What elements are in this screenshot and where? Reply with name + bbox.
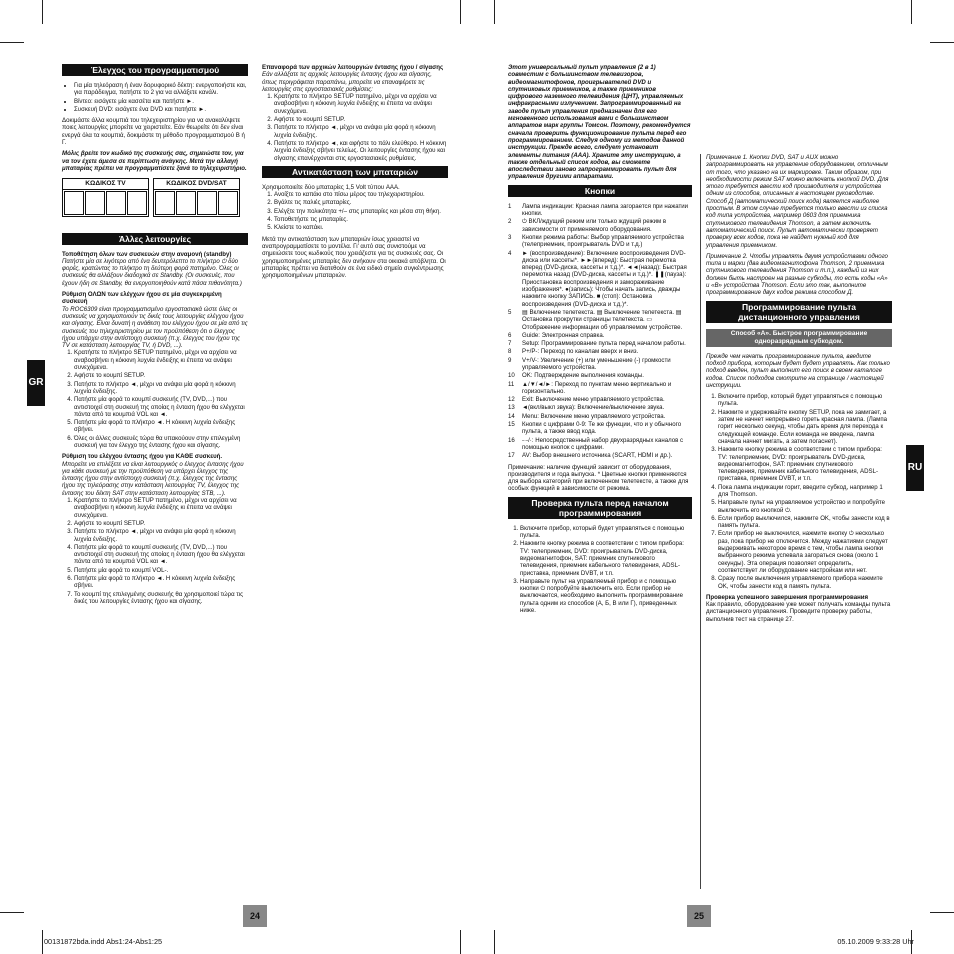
list-item: 5. Πατήστε μία φορά το πλήκτρο ◄. Η κόκκινη λυχνία ένδειξης σβήνει. <box>74 419 248 434</box>
key-number: 9 <box>508 356 512 364</box>
list-item: 4. Πατήστε μία φορά το κουμπί συσκευής (TV, DVD,...) που αντιστοιχεί στη συσκευή της οποίας η ένταση ήχου θα ελέγχεται πάντα από τα κουμπιά VOL και ◄. <box>74 396 248 418</box>
crop-mark <box>0 912 24 913</box>
list-item: 2. Αφήστε το κουμπί SETUP. <box>74 520 248 527</box>
crop-mark <box>460 0 461 24</box>
key-description: ▲/▼/◄/►: Переход по пунктам меню вертикально и горизонтально. <box>522 380 672 395</box>
list-item: 2. Нажмите и удерживайте кнопку SETUP, пока не замигает, а затем не начнет непрерывно гореть красная лампа. (Лампа горит несколько секунд, чтобы дать время для перехода к следующей команде. Если команда не введена, лампа сначала начнет мигать, а затем погаснет). <box>718 409 892 445</box>
key-item <box>508 348 692 355</box>
code-cell <box>197 191 217 215</box>
key-description: Guide: Электронная справка. <box>522 331 605 339</box>
steps-list <box>62 497 248 605</box>
crop-mark <box>911 0 912 24</box>
key-number: 8 <box>508 348 512 356</box>
page-number-right: 25 <box>687 905 711 927</box>
key-description: ▤ Включение телетекста. ▤ Выключение телетекста. ▤ Остановка прокрутки страницы телетекста. ▭ Отображение информации об управляемом устройстве. <box>522 308 683 331</box>
list-item: 3. Направьте пульт на управляемый прибор и с помощью кнопки ⏻ попробуйте выключить его. Если прибор не выключается, необходимо выполнить программирование пульта одним из способов (А, Б, В или Г), приведенных ниже. <box>520 578 692 614</box>
greek-column-2 <box>262 64 448 283</box>
list-item: 3. Πατήστε το πλήκτρο ◄, μέχρι να ανάψει μία φορά η κόκκινη λυχνία ένδειξης. <box>74 528 248 543</box>
list-item: 1. Κρατήστε το πλήκτρο SETUP πατημένο, μέχρι να αρχίσει να αναβοσβήνει η κόκκινη λυχνία ένδειξης κι έπειτα να ανάψει συνεχόμενα. <box>74 349 248 371</box>
subheading: Επαναφορά των αρχικών λειτουργιών έντασης ήχου / σίγασης <box>262 64 444 71</box>
key-description: OK: Подтверждение выполнения команды. <box>522 372 644 380</box>
key-description: -·-/·: Непосредственный набор двухразрядных каналов с помощью кнопок с цифрами. <box>522 436 684 451</box>
list-item: 4. Пока лампа индикации горит, введите субкод, например 1 для Thomson. <box>718 484 892 499</box>
key-number: 6 <box>508 331 512 339</box>
list-item: 4. Τοποθετήστε τις μπαταρίες. <box>274 216 448 223</box>
list-item: • Βίντεο: εισάγετε μία κασσέτα και πατήστε ►. <box>74 98 248 105</box>
key-item <box>508 437 692 452</box>
code-cell <box>155 191 175 215</box>
subheading: Проверка успешного завершения программирования <box>706 593 869 601</box>
key-description: Exit: Выключение меню управляемого устройства. <box>522 396 665 404</box>
key-number: 15 <box>508 421 515 429</box>
key-number: 11 <box>508 380 515 388</box>
key-number: 4 <box>508 249 512 257</box>
key-item <box>508 332 692 339</box>
list-item: 8. Сразу после выключения управляемого прибора нажмите OK, чтобы занести код в память пульта. <box>718 575 892 590</box>
steps-list <box>262 191 448 231</box>
code-cell <box>127 191 147 215</box>
footer-timestamp: 05.10.2009 9:33:28 Uhr <box>837 937 914 946</box>
list-item: 1. Включите прибор, который будет управляться с помощью пульта. <box>718 393 892 408</box>
steps-list <box>706 393 892 590</box>
code-box-label: ΚΩΔΙΚΟΣ DVD/SAT <box>154 179 239 189</box>
list-item: 7. Если прибор не выключился, нажмите кнопку ⏻ несколько раз, пока прибор не отключится. Между нажатиями следует выдерживать некоторое время с тем, чтобы лампа кнопки выбранного режима успевала загораться снова (около 1 секунды). Эта операция позволяет определить, соответствует ли оборудование настройкам или нет. <box>718 530 892 574</box>
list-item: 4. Πατήστε το πλήκτρο ◄, και αφήστε το πάλι ελεύθερο. Η κόκκινη λυχνία ένδειξης σβήνει τελείως. Οι λειτουργίες έντασης ήχου και σίγασης επανέρχονται στις εργοστασιακές ρυθμίσεις. <box>274 140 448 162</box>
subheading: Τοποθέτηση όλων των συσκευών στην αναμονή (standby) <box>62 250 232 258</box>
section-header: Άλλες λειτουργίες <box>62 233 248 245</box>
section-header: Программирование пульта дистанционного управления <box>706 301 892 323</box>
key-item <box>508 381 692 396</box>
key-description: ► (воспроизведение): Включение воспроизведения DVD-диска или кассеты*. ►►(вперед): Быстрая перемотка вперед (DVD-диска, кассеты и т.д.)*. ◄◄(назад): Быстрая перемотка назад (DVD-диска, кассеты и т.д.)*. ❚❚(пауза): Приостановка воспроизведения и замораживание изображения*. ●(запись): Чтобы начать запись, дважды нажмите кнопку ЗАПИСЬ. ■ (стоп): Остановка воспроизведения (DVD-диска и т.д.)*. <box>522 249 687 308</box>
key-number: 12 <box>508 396 515 404</box>
note-paragraph: Примечание 2. Чтобы управлять двумя устройствами одного типа и марки (два видеомагнитофона Thomson, 2 приемника спутникового телевидения Thomson и т.п.), каждый из них должен быть настроен на разные субкоды, то есть коды «А» и «В» устройства Thomson. Если это так, выполните программирование двух кодов режима способом Д. <box>706 252 888 297</box>
key-description: Setup: Программирование пульта перед началом работы. <box>522 340 686 348</box>
list-item: 5. Κλείστε το καπάκι. <box>274 224 448 231</box>
key-number: 17 <box>508 452 515 460</box>
list-item: 2. Αφήστε το κουμπί SETUP. <box>74 372 248 379</box>
key-item <box>508 421 692 436</box>
language-tab-russian: RU <box>906 445 924 491</box>
paragraph: Μετά την αντικατάσταση των μπαταριών ίσως χρειαστεί να αναπρογραμματίσετε το μοντέλα. Γι' αυτό σας συνιστούμε να σημειώσετε τους κωδικούς που χρειάζεστε για τις συσκευές σας. Οι χρησιμοποιημένες μπαταρίες δεν ανήκουν στα οικιακά απόβλητα. Οι μπαταρίες πρέπει να διατεθούν σε ένα ειδικό σημείο συγκέντρωσης χρησιμοποιημένων μπαταριών. <box>262 235 446 280</box>
steps-list <box>62 349 248 449</box>
key-number: 13 <box>508 404 515 412</box>
code-boxes <box>62 178 248 216</box>
list-item: 1. Ανοίξτε το καπάκι στο πίσω μέρος του τηλεχειριστηρίου. <box>274 191 448 198</box>
key-number: 2 <box>508 218 512 226</box>
method-header: Способ «А». Быстрое программирование одноразрядным субкодом. <box>706 329 892 347</box>
list-item: 5. Направьте пульт на управляемое устройство и попробуйте выключить его кнопкой ⏻. <box>718 499 892 514</box>
list-item: 3. Πατήστε το πλήκτρο ◄, μέχρι να ανάψει μία φορά η κόκκινη λυχνία ένδειξης. <box>274 124 448 139</box>
remark: Примечание: наличие функций зависит от оборудования, производителя и года выпуска. * Цветные кнопки применяются для выбора категорий при включенном телетексте, а также для особых функций в зависимости от режима. <box>508 463 689 493</box>
key-item <box>508 250 692 308</box>
list-item: 6. Πατήστε μία φορά το πλήκτρο ◄. Η κόκκινη λυχνία ένδειξης σβήνει. <box>74 575 248 590</box>
crop-mark <box>494 0 495 24</box>
subheading: Ρύθμιση του ελέγχου έντασης ήχου για ΚΑΘΕ συσκευή. <box>62 453 223 461</box>
test-list <box>62 82 248 113</box>
key-item <box>508 404 692 411</box>
list-item: 2. Нажмите кнопку режима в соответствии с типом прибора: TV: телеприемник, DVD: проигрыватель DVD-диска, видеомагнитофон, SAT: приемник спутникового телевидения, приемник кабельного телевидения, ADSL-приставка, приемник DVBT, и т.п. <box>520 540 692 576</box>
crop-mark <box>494 930 495 954</box>
key-number: 16 <box>508 436 515 444</box>
steps-list <box>508 525 692 615</box>
code-cell <box>64 191 84 215</box>
key-description: Лампа индикации: Красная лампа загорается при нажатии кнопки. <box>522 202 689 218</box>
paragraph: Εάν αλλάξατε τις αρχικές λειτουργίες έντασης ήχου και σίγασης, όπως περιγράφεται παραπάνω, μπορείτε να επαναφέρετε τις λειτουργίες στις εργοστασιακές ρυθμίσεις: <box>262 71 432 93</box>
code-box-label: ΚΩΔΙΚΟΣ TV <box>63 179 148 189</box>
key-item <box>508 340 692 347</box>
greek-column-1 <box>62 64 248 609</box>
code-cell <box>218 191 238 215</box>
language-tab-greek: GR <box>27 360 45 406</box>
column-divider <box>700 154 701 889</box>
key-item <box>508 372 692 379</box>
crop-mark <box>930 42 954 43</box>
code-cell <box>85 191 105 215</box>
key-item <box>508 309 692 331</box>
section-header: Έλεγχος του προγραμματισμού <box>62 64 248 76</box>
key-item <box>508 396 692 403</box>
key-description: Кнопки режима работы: Выбор управляемого устройства (телеприемник, проигрыватель DVD и т.д.) <box>522 233 684 249</box>
key-description: ⏻ ВКЛ/ждущий режим или только ждущий режим в зависимости от применяемого оборудования. <box>522 218 667 233</box>
list-item: 1. Включите прибор, который будет управляться с помощью пульта. <box>520 525 692 540</box>
note-paragraph: Примечание 1. Кнопки DVD, SAT и AUX можно запрограммировать на управление оборудованием, отличным от того, что указано на их маркировке. Таким образом, при необходимости режим SAT можно включать кнопкой DVD. Для этого требуется ввести код производителя и устройства одним из способов, описанных в настоящем руководстве. Способ Д (автоматический поиск кода) является наиболее простым. В этом случае требуется только ввести из списка код типа устройства, например 0603 для приемника спутникового телевидения Thomson, а затем включить автоматический поиск. Пульт автоматически проверяет проверку всех кодов, пока не найдет нужный код для управления приемником. <box>706 154 889 249</box>
crop-mark <box>930 912 954 913</box>
paragraph: Δοκιμάστε άλλα κουμπιά του τηλεχειριστηρίου για να ανακαλύψετε ποιες λειτουργίες μπορείτε να χειριστείτε. Εάν θεωρείτε ότι δεν είναι ενεργά όλα τα κουμπιά, δοκιμάστε τη μέθοδο προγραμματισμού Β ή Γ. <box>62 117 245 147</box>
list-item: 1. Κρατήστε το πλήκτρο SETUP πατημένο, μέχρι να αρχίσει να αναβοσβήνει η κόκκινη λυχνία ένδειξης κι έπειτα να ανάψει συνεχόμενα. <box>74 497 248 519</box>
code-cell <box>106 191 126 215</box>
russian-column-2 <box>706 154 892 627</box>
list-item: 4. Πατήστε μία φορά το κουμπί συσκευής (TV, DVD,...) που αντιστοιχεί στη συσκευή της οποίας η ένταση ήχου θα ελέγχεται πάντα από τα κουμπιά VOL και ◄. <box>74 544 248 566</box>
list-item: 3. Нажмите кнопку режима в соответствии с типом прибора: TV: телеприемник, DVD: проигрыватель DVD-диска, видеомагнитофон, SAT: приемник спутникового телевидения, приемник кабельного телевидения, ADSL-приставка, приемник DVBT, и т.п. <box>718 446 892 482</box>
list-item: 3. Ελέγξτε την πολικότητα +/– στις μπαταρίες και μέσα στη θήκη. <box>274 208 448 215</box>
crop-mark <box>42 930 43 954</box>
crop-mark <box>0 42 24 43</box>
intro-paragraph: Этот универсальный пульт управления (2 в 1) совместим с большинством телевизоров, видеомагнитофонов, проигрывателей DVD и спутниковых приемников, а также приемников цифрового наземного телевидения (ЦНТ), управляемых инфракрасными излучением. Запрограммированный на заводе пульт управления предназначен для его мгновенного использования вами с большинством аппаратов марк группы Томсон. Поэтому, рекомендуется сначала проверить функционирование пульта перед его программированием. Следуя одному из методов данной инструкции. Прежде всего, следует установит элементы питания (AAA). Храните эту инструкцию, а также отдельный список кодов, вы сможете впоследствии заново запрограммировать пульт для управления другими аппаратами. <box>508 64 691 181</box>
russian-column-1 <box>508 64 692 618</box>
list-item: 3. Πατήστε το πλήκτρο ◄, μέχρι να ανάψει μία φορά η κόκκινη λυχνία ένδειξης. <box>74 381 248 396</box>
list-item: • Συσκευή DVD: εισάγετε ένα DVD και πατήστε ►. <box>74 106 248 113</box>
paragraph: Как правило, оборудование уже может получать команды пульта дистанционного управления. Проведите проверку работы, выполнив тест на странице 27. <box>706 601 891 623</box>
section-header: Αντικατάσταση των μπαταριών <box>262 166 448 178</box>
paragraph: Πατήστε μία σε λιγότερο από ένα δευτερόλεπτο το πλήκτρο ⏻ δύο φορές, κρατώντας το πλήκτρο τη δεύτερη φορά πατημένο. Όλες οι συσκευές θα αλλάξουν διαδοχικά σε Standby. (Οι συσκευές, που έχουν ήδη σε Standby, θα ενεργοποιηθούν κατά πάσα πιθανότητα.) <box>62 257 242 287</box>
steps-list <box>262 93 448 162</box>
list-item: 5. Πατήστε μία φορά το κουμπί VOL-. <box>74 567 248 574</box>
list-item: 7. Το κουμπί της επιλεγμένης συσκευής θα χρησιμοποιεί τώρα τις δικές του λειτουργίες έντασης ήχου και σίγασης. <box>74 591 248 606</box>
key-item <box>508 203 692 218</box>
key-number: 3 <box>508 233 512 241</box>
key-item <box>508 413 692 420</box>
key-item <box>508 357 692 372</box>
list-item: 2. Βγάλτε τις παλιές μπαταρίες. <box>274 199 448 206</box>
paragraph: Χρησιμοποιείτε δύο μπαταρίες 1,5 Volt τύπου AAA. <box>262 183 400 191</box>
code-cell <box>176 191 196 215</box>
key-number: 1 <box>508 202 512 210</box>
key-item <box>508 452 692 459</box>
paragraph: Прежде чем начать программирование пульта, введите подход прибора, которым будет будет управлять. Как только подход введен, пульт выполнит его поиск в своем каталоге кодов. Список подходов смотрите на странице / настоящей инструкции. <box>706 352 890 389</box>
key-description: P+/P-: Переход по каналам вверх и вниз. <box>522 348 639 356</box>
key-item <box>508 234 692 249</box>
code-note: Μόλις βρείτε τον κωδικό της συσκευής σας, σημειώστε τον, για να τον έχετε άμεσα σε περίπτωση ανάγκης. Μετά την αλλαγή μπαταρίας πρέπει να προγραμματίσετε ξανά το τηλεχειριστήριο. <box>62 150 247 172</box>
page-number-left: 24 <box>243 905 267 927</box>
list-item: 1. Κρατήστε το πλήκτρο SETUP πατημένο, μέχρι να αρχίσει να αναβοσβήνει η κόκκινη λυχνία ένδειξης κι έπειτα να ανάψει συνεχόμενα. <box>274 93 448 115</box>
crop-mark <box>460 930 461 954</box>
key-number: 7 <box>508 340 512 348</box>
key-number: 10 <box>508 372 515 380</box>
list-item: 6. Если прибор выключился, нажмите OK, чтобы занести код в память пульта. <box>718 515 892 530</box>
paragraph: Μπορείτε να επιλέξετε να είναι λειτουργικός ο έλεγχος έντασης ήχου για κάθε συσκευή με την προϋπόθεση να υπάρχει έλεγχος της έντασης ήχου στην αντίστοιχη συσκευή (π.χ. έλεγχος της έντασης ήχου της τηλεόρασης στην κατάσταση λειτουργίας TV, έλεγχος της έντασης του δέκτη SAT στην κατάσταση λειτουργίας STB, ...). <box>62 460 244 497</box>
paragraph: Το ROC6309 είναι προγραμματισμένο εργοστασιακά ώστε όλες οι συσκευές να χρησιμοποιούν τις δικές τους λειτουργίες ελέγχου ήχου και σίγασης. Είναι δυνατή η ανάθεση του ελέγχου ήχου σε μία από τις συσκευές του τηλεχειριστηρίου με τον προϋπόθεση ότι ο έλεγχος ήχου υπάρχει στην αντίστοιχη συσκευή (π.χ. έλεγχος του ήχου της TV σε κατάσταση λειτουργίας TV, ή DVD, ...). <box>62 305 248 350</box>
key-description: Кнопки с цифрами 0-9: Те же функции, что и у обычного пульта, а также ввод кода. <box>522 421 682 436</box>
key-description: ◄(вкл/выкл звука): Включение/выключение звука. <box>522 404 665 412</box>
section-header: Проверка пульта перед началом программирования <box>508 497 692 519</box>
key-description: V+/V-: Увеличение (+) или уменьшение (-) громкости управляемого устройства. <box>522 356 671 371</box>
code-box-tv <box>62 178 149 216</box>
section-header: Кнопки <box>508 185 692 197</box>
key-description: AV: Выбор внешнего источника (SCART, HDMI и др.). <box>522 452 673 460</box>
key-description: Menu: Включение меню управляемого устройства. <box>522 412 666 420</box>
list-item: • Για μία τηλεόραση ή έναν δορυφορικό δέκτη: ενεργοποιήστε και, για παράδειγμα, πατήστε το 2 για να αλλάξετε κανάλι. <box>74 82 248 97</box>
key-item <box>508 218 692 233</box>
subheading: Ρύθμιση ΟΛΩΝ των ελέγχων ήχου σε μία συγκεκριμένη συσκευή <box>62 291 222 306</box>
keys-list <box>508 203 692 460</box>
footer-file-info: 00131872bda.indd Abs1:24-Abs1:25 <box>44 937 163 946</box>
list-item: 6. Όλες οι άλλες συσκευές τώρα θα υπακούουν στην επιλεγμένη συσκευή για τον έλεγχο της έντασης ήχου και σίγασης. <box>74 435 248 450</box>
key-number: 5 <box>508 308 512 316</box>
code-box-dvd-sat <box>153 178 240 216</box>
list-item: 2. Αφήστε το κουμπί SETUP. <box>274 116 448 123</box>
crop-mark <box>42 0 43 24</box>
key-number: 14 <box>508 412 515 420</box>
